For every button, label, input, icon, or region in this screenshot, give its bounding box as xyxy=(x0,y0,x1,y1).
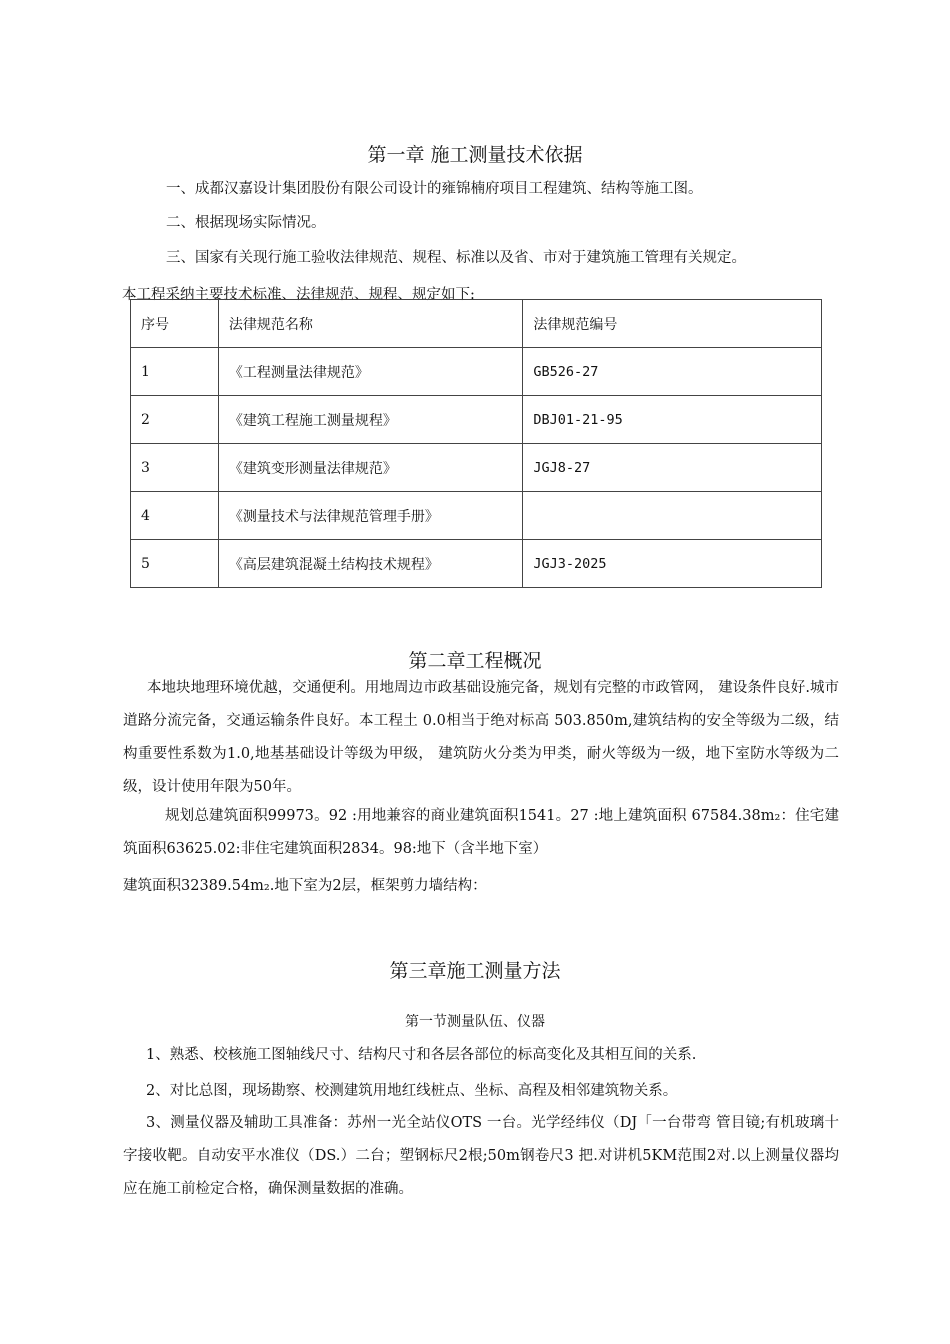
chapter3-item-1: 1、熟悉、校核施工图轴线尺寸、结构尺寸和各层各部位的标高变化及其相互间的关系. xyxy=(146,1047,697,1063)
standards-table xyxy=(130,299,822,588)
table-row xyxy=(131,348,822,396)
chapter3-item-3: 3、测量仪器及辅助工具准备：苏州一光全站仪OTS 一台。光学经纬仪（DJ「一台带弯 管目镜;有机玻璃十字接收靶。自动安平水准仪（DS.）二台；塑钢标尺2根;50m钢卷尺3 把.对讲机5KM范围2对.以上测量仪器均应在施工前检定合格，确保测量数据的准确。 xyxy=(123,1115,839,1197)
chapter1-item-3: 三、国家有关现行施工验收法律规范、规程、标准以及省、市对于建筑施工管理有关规定。 xyxy=(166,250,746,266)
header-code: 法律规范编号 xyxy=(523,300,822,348)
chapter2-title: 第二章工程概况 xyxy=(408,650,542,672)
chapter2-paragraph-3: 建筑面积32389.54m₂.地下室为2层，框架剪力墙结构： xyxy=(123,878,487,894)
row-index: 1 xyxy=(131,348,219,396)
chapter1-item-2: 二、根据现场实际情况。 xyxy=(166,215,326,231)
row-code: GB526-27 xyxy=(523,348,822,396)
row-index: 5 xyxy=(131,540,219,588)
row-name: 《测量技术与法律规范管理手册》 xyxy=(218,492,523,540)
header-index: 序号 xyxy=(131,300,219,348)
row-code: JGJ8-27 xyxy=(523,444,822,492)
table-header-row xyxy=(131,300,822,348)
chapter1-item-1: 一、成都汉嘉设计集团股份有限公司设计的雍锦楠府项目工程建筑、结构等施工图。 xyxy=(166,181,703,197)
row-code: JGJ3-2025 xyxy=(523,540,822,588)
header-name: 法律规范名称 xyxy=(218,300,523,348)
row-index: 4 xyxy=(131,492,219,540)
chapter2-paragraph-2: 规划总建筑面积99973。92 :用地兼容的商业建筑面积1541。27 :地上建筑面积 67584.38m₂：住宅建筑面积63625.02:非住宅建筑面积2834。98:地下（含半地下室） xyxy=(123,808,839,857)
chapter3-item-2: 2、对比总图，现场勘察、校测建筑用地红线桩点、坐标、高程及相邻建筑物关系。 xyxy=(146,1083,678,1099)
row-index: 3 xyxy=(131,444,219,492)
table-row xyxy=(131,396,822,444)
table-row xyxy=(131,540,822,588)
row-name: 《高层建筑混凝土结构技术规程》 xyxy=(218,540,523,588)
row-code xyxy=(523,492,822,540)
chapter2-paragraph-1: 本地块地理环境优越，交通便利。用地周边市政基础设施完备，规划有完整的市政管网， 建设条件良好.城市道路分流完备，交通运输条件良好。本工程土 0.0相当于绝对标高 503.850m,建筑结构的安全等级为二级，结构重要性系数为1.0,地基基础设计等级为甲级， 建筑防火分类为甲类，耐火等级为一级，地下室防水等级为二级，设计使用年限为50年。 xyxy=(123,680,839,795)
row-name: 《工程测量法律规范》 xyxy=(218,348,523,396)
table-row xyxy=(131,444,822,492)
table-row xyxy=(131,492,822,540)
row-name: 《建筑变形测量法律规范》 xyxy=(218,444,523,492)
row-name: 《建筑工程施工测量规程》 xyxy=(218,396,523,444)
row-index: 2 xyxy=(131,396,219,444)
chapter3-title: 第三章施工测量方法 xyxy=(389,960,561,982)
chapter1-title: 第一章 施工测量技术依据 xyxy=(367,144,583,166)
row-code: DBJ01-21-95 xyxy=(523,396,822,444)
section1-title: 第一节测量队伍、仪器 xyxy=(405,1014,545,1030)
table-intro: 本工程采纳主要技术标准、法律规范、规程、规定如下: xyxy=(122,287,475,303)
